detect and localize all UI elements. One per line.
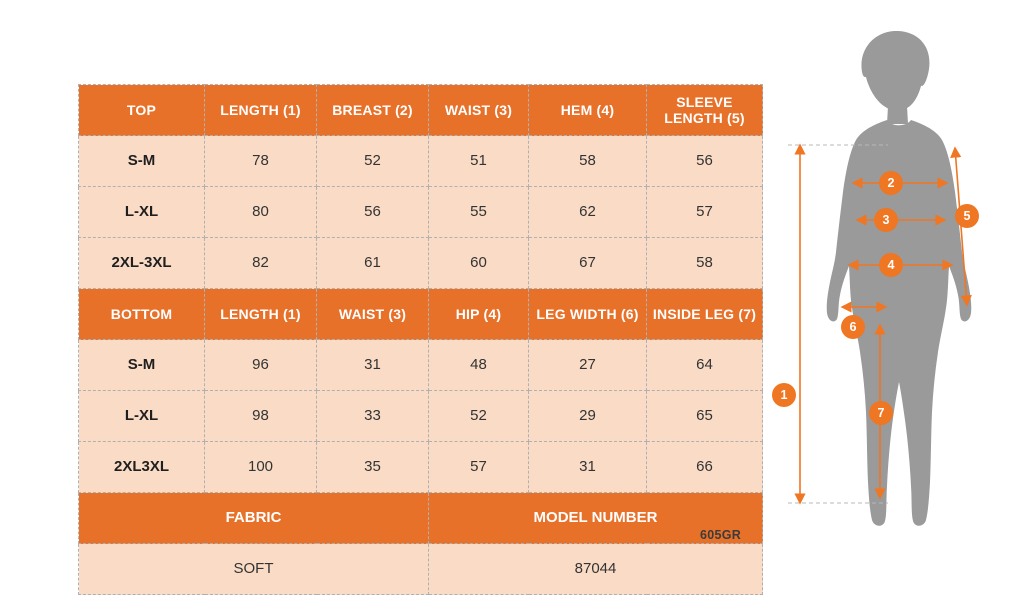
- header-cell-inside-leg: INSIDE LEG (7): [647, 289, 763, 340]
- cell-value: 66: [647, 442, 763, 493]
- footer-value-model: 87044: [429, 544, 763, 595]
- size-chart-table: [78, 84, 763, 595]
- header-cell-waist: WAIST (3): [429, 85, 529, 136]
- header-cell-bottom: BOTTOM: [79, 289, 205, 340]
- row-label-sm: S-M: [79, 136, 205, 187]
- measure-badge-2: 2: [880, 172, 902, 194]
- cell-value: 52: [317, 136, 429, 187]
- measurement-figure: [770, 20, 1020, 560]
- female-silhouette-diagram: [770, 20, 1020, 560]
- row-label-2xl3xl: 2XL3XL: [79, 442, 205, 493]
- footer-value-fabric: SOFT: [79, 544, 429, 595]
- cell-value: 29: [529, 391, 647, 442]
- measure-badge-1: 1: [773, 384, 795, 406]
- header-cell-waist: WAIST (3): [317, 289, 429, 340]
- table-row: [79, 340, 763, 391]
- cell-value: 56: [647, 136, 763, 187]
- header-cell-sleeve-length: SLEEVE LENGTH (5): [647, 85, 763, 136]
- header-cell-breast: BREAST (2): [317, 85, 429, 136]
- cell-value: 65: [647, 391, 763, 442]
- cell-value: 33: [317, 391, 429, 442]
- cell-value: 80: [205, 187, 317, 238]
- cell-value: 52: [429, 391, 529, 442]
- footer-header-fabric: FABRIC: [79, 493, 429, 544]
- cell-value: 55: [429, 187, 529, 238]
- cell-value: 60: [429, 238, 529, 289]
- table-header-row-top: [79, 85, 763, 136]
- cell-value: 48: [429, 340, 529, 391]
- cell-value: 61: [317, 238, 429, 289]
- measure-badge-4: 4: [880, 254, 902, 276]
- cell-value: 51: [429, 136, 529, 187]
- cell-value: 64: [647, 340, 763, 391]
- measure-badge-6: 6: [842, 316, 864, 338]
- cell-value: 58: [529, 136, 647, 187]
- header-cell-hip: HIP (4): [429, 289, 529, 340]
- cell-value: 56: [317, 187, 429, 238]
- row-label-lxl: L-XL: [79, 391, 205, 442]
- header-cell-hem: HEM (4): [529, 85, 647, 136]
- cell-value: 35: [317, 442, 429, 493]
- cell-value: 78: [205, 136, 317, 187]
- cell-value: 96: [205, 340, 317, 391]
- cell-value: 31: [317, 340, 429, 391]
- silhouette-shape: [827, 31, 972, 526]
- cell-value: 27: [529, 340, 647, 391]
- style-code-label: 605GR: [700, 528, 742, 542]
- table-row: [79, 187, 763, 238]
- table-row: [79, 136, 763, 187]
- cell-value: 58: [647, 238, 763, 289]
- footer-header-model: MODEL NUMBER: [429, 493, 763, 544]
- row-label-lxl: L-XL: [79, 187, 205, 238]
- measure-badge-3: 3: [875, 209, 897, 231]
- cell-value: 31: [529, 442, 647, 493]
- row-label-sm: S-M: [79, 340, 205, 391]
- header-cell-length: LENGTH (1): [205, 85, 317, 136]
- row-label-2xl3xl: 2XL-3XL: [79, 238, 205, 289]
- cell-value: 62: [529, 187, 647, 238]
- cell-value: 82: [205, 238, 317, 289]
- table-header-row-bottom: [79, 289, 763, 340]
- table-footer-value-row: [79, 544, 763, 595]
- header-cell-leg-width: LEG WIDTH (6): [529, 289, 647, 340]
- header-cell-top: TOP: [79, 85, 205, 136]
- measure-badge-5: 5: [956, 205, 978, 227]
- cell-value: 100: [205, 442, 317, 493]
- table-row: [79, 238, 763, 289]
- cell-value: 67: [529, 238, 647, 289]
- cell-value: 57: [429, 442, 529, 493]
- table-row: [79, 391, 763, 442]
- cell-value: 57: [647, 187, 763, 238]
- header-cell-length: LENGTH (1): [205, 289, 317, 340]
- cell-value: 98: [205, 391, 317, 442]
- table-footer-header-row: [79, 493, 763, 544]
- measure-badge-7: 7: [870, 402, 892, 424]
- table-row: [79, 442, 763, 493]
